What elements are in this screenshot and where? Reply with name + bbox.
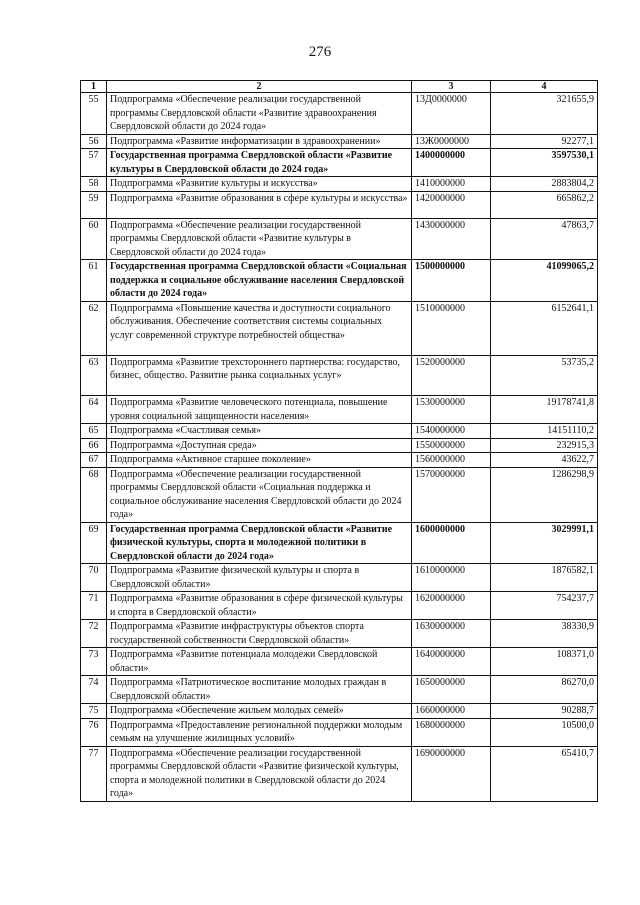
row-amount: 2883804,2 xyxy=(491,177,598,192)
row-name: Подпрограмма «Развитие человеческого потенциала, повышение уровня социальной защищенности населения» xyxy=(107,396,412,424)
row-amount: 90288,7 xyxy=(491,704,598,719)
row-amount: 665862,2 xyxy=(491,191,598,218)
row-amount: 1876582,1 xyxy=(491,564,598,592)
row-code: 1510000000 xyxy=(412,301,491,355)
row-name: Подпрограмма «Развитие образования в сфере культуры и искусства» xyxy=(107,191,412,218)
row-code: 1540000000 xyxy=(412,424,491,439)
row-amount: 43622,7 xyxy=(491,453,598,468)
row-amount: 1286298,9 xyxy=(491,467,598,522)
table-row xyxy=(81,746,598,801)
row-number: 70 xyxy=(81,564,107,592)
table-row xyxy=(81,438,598,453)
row-name: Подпрограмма «Активное старшее поколение» xyxy=(107,453,412,468)
table-header-row xyxy=(81,81,598,93)
table-row xyxy=(81,149,598,177)
row-name: Подпрограмма «Развитие инфраструктуры объектов спорта государственной собственности Свердловской области» xyxy=(107,620,412,648)
table-row xyxy=(81,676,598,704)
row-code: 1560000000 xyxy=(412,453,491,468)
table-row xyxy=(81,467,598,522)
row-name: Подпрограмма «Развитие трехстороннего партнерства: государство, бизнес, общество. Развитие рынка социальных услуг» xyxy=(107,355,412,396)
row-name: Подпрограмма «Повышение качества и доступности социального обслуживания. Обеспечение соответствия системы социальных услуг современной структуре потребностей общества» xyxy=(107,301,412,355)
row-code: 1620000000 xyxy=(412,592,491,620)
row-code: 1550000000 xyxy=(412,438,491,453)
row-number: 64 xyxy=(81,396,107,424)
row-number: 55 xyxy=(81,93,107,135)
row-number: 74 xyxy=(81,676,107,704)
row-name: Подпрограмма «Развитие образования в сфере физической культуры и спорта в Свердловской области» xyxy=(107,592,412,620)
row-amount: 3029991,1 xyxy=(491,522,598,564)
table-row xyxy=(81,648,598,676)
row-code: 13Д0000000 xyxy=(412,93,491,135)
row-code: 1660000000 xyxy=(412,704,491,719)
row-name: Подпрограмма «Обеспечение реализации государственной программы Свердловской области «Социальная поддержка и социальное обслуживание населения Свердловской области до 2024 года» xyxy=(107,467,412,522)
row-code: 1630000000 xyxy=(412,620,491,648)
row-name: Государственная программа Свердловской области «Развитие физической культуры, спорта и молодежной политики в Свердловской области до 2024 года» xyxy=(107,522,412,564)
table-row xyxy=(81,260,598,302)
row-number: 60 xyxy=(81,218,107,260)
page-number: 276 xyxy=(308,44,332,60)
row-code: 1640000000 xyxy=(412,648,491,676)
row-amount: 38330,9 xyxy=(491,620,598,648)
table-body xyxy=(81,93,598,802)
row-name: Подпрограмма «Развитие культуры и искусства» xyxy=(107,177,412,192)
row-number: 56 xyxy=(81,134,107,149)
row-name: Государственная программа Свердловской области «Социальная поддержка и социальное обслуживание населения Свердловской области до 2024 года» xyxy=(107,260,412,302)
row-number: 77 xyxy=(81,746,107,801)
row-code: 1500000000 xyxy=(412,260,491,302)
table-row xyxy=(81,177,598,192)
row-name: Подпрограмма «Обеспечение реализации государственной программы Свердловской области «Развитие культуры в Свердловской области до 2024 года» xyxy=(107,218,412,260)
row-name: Подпрограмма «Патриотическое воспитание молодых граждан в Свердловской области» xyxy=(107,676,412,704)
row-amount: 53735,2 xyxy=(491,355,598,396)
row-name: Подпрограмма «Счастливая семья» xyxy=(107,424,412,439)
table-row xyxy=(81,704,598,719)
row-amount: 6152641,1 xyxy=(491,301,598,355)
row-number: 75 xyxy=(81,704,107,719)
row-code: 1400000000 xyxy=(412,149,491,177)
header-col-2: 2 xyxy=(107,81,412,93)
table-row xyxy=(81,355,598,396)
row-code: 1570000000 xyxy=(412,467,491,522)
table-row xyxy=(81,592,598,620)
row-name: Подпрограмма «Обеспечение реализации государственной программы Свердловской области «Развитие физической культуры, спорта и молодежной политики в Свердловской области до 2024 года» xyxy=(107,746,412,801)
row-name: Подпрограмма «Обеспечение жильем молодых семей» xyxy=(107,704,412,719)
row-amount: 321655,9 xyxy=(491,93,598,135)
table-row xyxy=(81,564,598,592)
row-amount: 754237,7 xyxy=(491,592,598,620)
row-number: 65 xyxy=(81,424,107,439)
row-number: 63 xyxy=(81,355,107,396)
header-col-4: 4 xyxy=(491,81,598,93)
row-number: 57 xyxy=(81,149,107,177)
table-row xyxy=(81,522,598,564)
row-number: 72 xyxy=(81,620,107,648)
row-amount: 108371,0 xyxy=(491,648,598,676)
row-name: Подпрограмма «Обеспечение реализации государственной программы Свердловской области «Развитие здравоохранения Свердловской области до 2024 года» xyxy=(107,93,412,135)
row-code: 1520000000 xyxy=(412,355,491,396)
row-number: 67 xyxy=(81,453,107,468)
table-row xyxy=(81,301,598,355)
row-code: 1650000000 xyxy=(412,676,491,704)
table-row xyxy=(81,93,598,135)
row-amount: 232915,3 xyxy=(491,438,598,453)
row-amount: 14151110,2 xyxy=(491,424,598,439)
row-code: 13Ж0000000 xyxy=(412,134,491,149)
row-name: Подпрограмма «Доступная среда» xyxy=(107,438,412,453)
row-code: 1530000000 xyxy=(412,396,491,424)
row-code: 1410000000 xyxy=(412,177,491,192)
row-number: 66 xyxy=(81,438,107,453)
row-number: 61 xyxy=(81,260,107,302)
row-amount: 19178741,8 xyxy=(491,396,598,424)
table-row xyxy=(81,424,598,439)
row-code: 1600000000 xyxy=(412,522,491,564)
row-code: 1690000000 xyxy=(412,746,491,801)
row-name: Подпрограмма «Развитие потенциала молодежи Свердловской области» xyxy=(107,648,412,676)
row-number: 69 xyxy=(81,522,107,564)
row-name: Государственная программа Свердловской области «Развитие культуры в Свердловской области до 2024 года» xyxy=(107,149,412,177)
table-row xyxy=(81,453,598,468)
row-number: 71 xyxy=(81,592,107,620)
row-amount: 92277,1 xyxy=(491,134,598,149)
row-code: 1420000000 xyxy=(412,191,491,218)
row-amount: 86270,0 xyxy=(491,676,598,704)
row-amount: 47863,7 xyxy=(491,218,598,260)
row-amount: 10500,0 xyxy=(491,718,598,746)
row-number: 68 xyxy=(81,467,107,522)
row-number: 76 xyxy=(81,718,107,746)
table-row xyxy=(81,191,598,218)
row-code: 1610000000 xyxy=(412,564,491,592)
row-code: 1430000000 xyxy=(412,218,491,260)
table-row xyxy=(81,218,598,260)
table-row xyxy=(81,718,598,746)
row-number: 73 xyxy=(81,648,107,676)
budget-table xyxy=(80,80,598,802)
row-amount: 65410,7 xyxy=(491,746,598,801)
header-col-1: 1 xyxy=(81,81,107,93)
row-number: 59 xyxy=(81,191,107,218)
table-row xyxy=(81,396,598,424)
row-name: Подпрограмма «Развитие физической культуры и спорта в Свердловской области» xyxy=(107,564,412,592)
row-amount: 41099065,2 xyxy=(491,260,598,302)
table-row xyxy=(81,620,598,648)
row-number: 62 xyxy=(81,301,107,355)
row-name: Подпрограмма «Предоставление региональной поддержки молодым семьям на улучшение жилищных условий» xyxy=(107,718,412,746)
table-row xyxy=(81,134,598,149)
header-col-3: 3 xyxy=(412,81,491,93)
row-number: 58 xyxy=(81,177,107,192)
row-amount: 3597530,1 xyxy=(491,149,598,177)
row-code: 1680000000 xyxy=(412,718,491,746)
row-name: Подпрограмма «Развитие информатизации в здравоохранении» xyxy=(107,134,412,149)
